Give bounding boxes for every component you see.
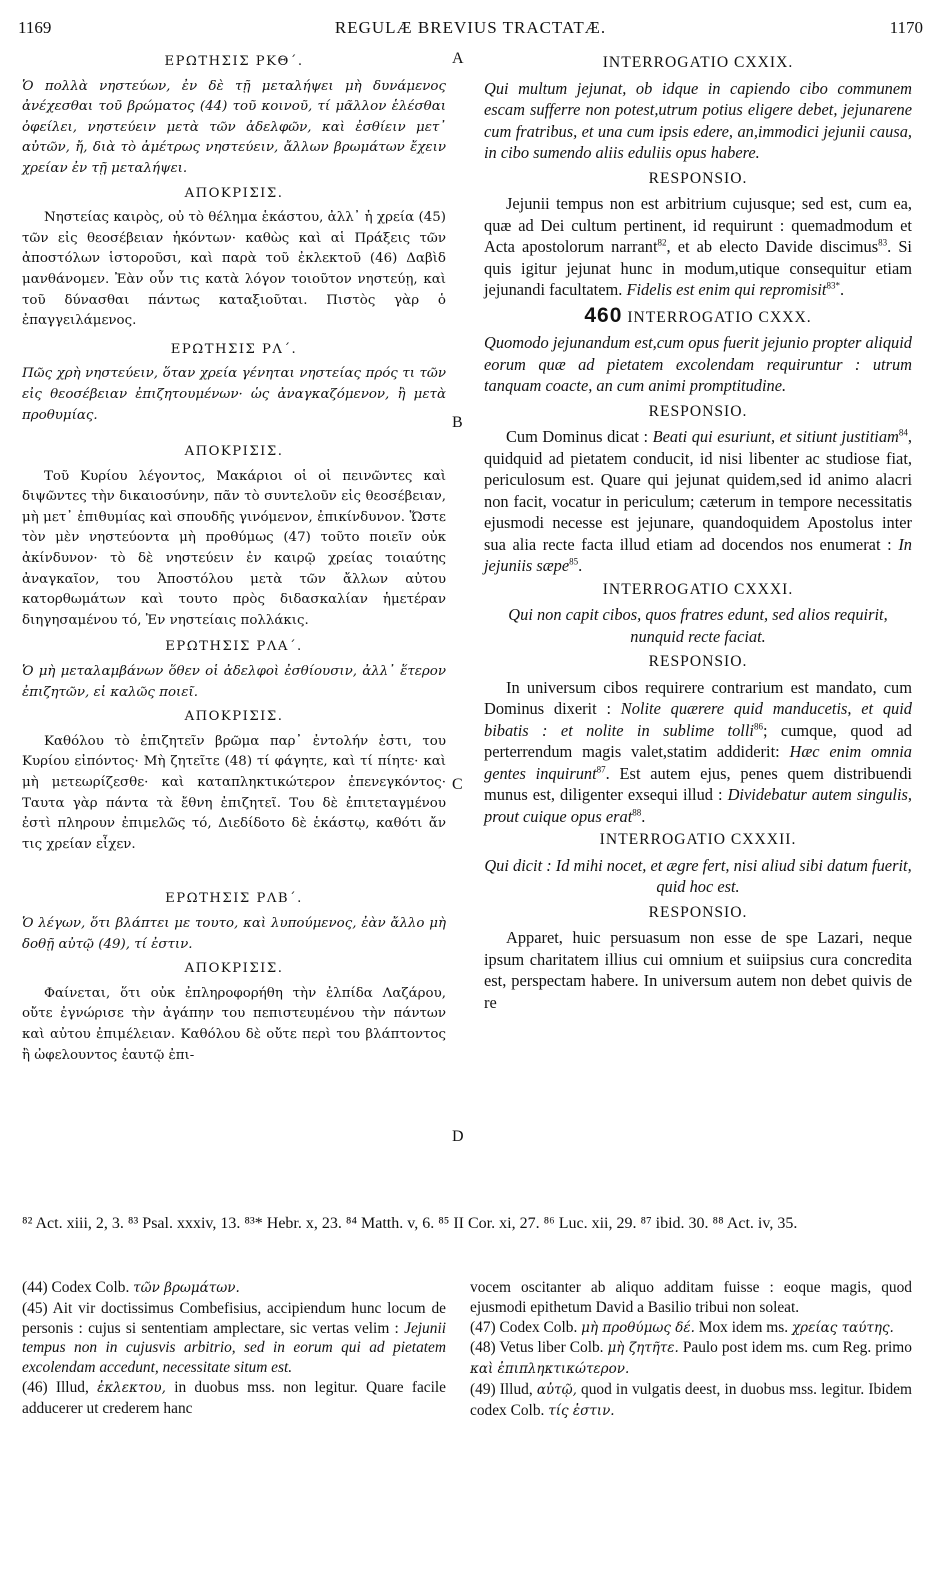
latin-answer-130-quote-1: Beati qui esuriunt, et sitiunt justitiam (652, 427, 899, 446)
note-46-text-b: in duobus mss. non legitur. Quare facile adducerer ut crederem hanc (22, 1378, 446, 1417)
greek-answer-heading-130: ΑΠΟΚΡΙΣΙΣ. (184, 444, 284, 460)
greek-answer-heading-129: ΑΠΟΚΡΙΣΙΣ. (184, 185, 284, 201)
note-44-text: (44) Codex Colb. (22, 1279, 130, 1296)
footnote-ref-84: 84 (898, 427, 908, 438)
note-49 (470, 1380, 912, 1422)
latin-answer-heading-129: RESPONSIO. (648, 169, 748, 187)
editor-notes-left (22, 1278, 446, 1419)
latin-answer-129: Jejunii tempus non est arbitrium cujusque; sed est, cum ea, quæ ad Dei cultum pertinent, id requirunt : quemadmodum et Acta apostolorum narrant$^{82}$, et ab electo Davide discimus$^{83}$. Si quis igitur jejunat hunc in modum,utique consequitur etiam jejunandi facultatem. Fidelis est enim qui repromisit$^{83*}$. (484, 194, 912, 299)
latin-answer-131-text-b: ; cumque, quod ad perterrendum magis valet,statim addiderit: (484, 720, 912, 761)
footnote-ref-86: 86 (753, 721, 763, 732)
note-48-text-b: Paulo post idem ms. cum Reg. primo (682, 1339, 912, 1357)
page-number-right: 1170 (889, 18, 923, 37)
latin-question-heading-131: INTERROGATIO CXXXI. (602, 580, 794, 598)
latin-answer-heading-132: RESPONSIO. (648, 903, 748, 921)
running-title: REGULÆ BREVIUS TRACTATÆ. (334, 18, 607, 37)
greek-question-heading-129: ΕΡΩΤΗΣΙΣ ΡΚΘ΄. (164, 54, 304, 69)
greek-answer-132: Φαίνεται, ὅτι οὐκ ἐπληροφορήθη τὴν ἐλπίδα Λαζάρου, οὔτε ἐγνώρισε τὴν ἀγάπην του πεπιστευμένου τὴν πάντων καὶ αὐτου ἐπιμέλειαν. Καθόλου δὲ οὔτε περὶ του βλάπτοντος ἢ ὠφελουντος ἑαυτῷ ἐπι- (22, 985, 446, 1063)
latin-answer-131-text-a: In universum cibos requirere contrarium est mandato, cum Dominus dixerit : (484, 677, 912, 718)
note-44 (22, 1278, 446, 1299)
latin-answer-heading-130: RESPONSIO. (648, 402, 748, 420)
greek-answer-131: Καθόλου τὸ ἐπιζητεῖν βρῶμα παρ᾽ ἐντολήν ἐστι, του Κυρίου εἰπόντος· Μὴ ζητεῖτε (48) τί φάγητε, καὶ τί πίητε· καὶ μὴ μετεωρίζεσθε· καὶ καταπληκτικώτερον ἐπενεγκόντος· Ταυτα γὰρ πάντα τὰ ἔθνη ἐπιζητεῖ. Του δὲ ἐπιτεταγμένου ἐστὶ πληρουν ἐπιμελῶς τό, Διεδίδοτο δὲ ἑκάστῳ, καθότι ἄν τις χρείαν εἶχεν. (22, 733, 446, 852)
column-number-460: 460 (584, 303, 623, 327)
latin-answer-130-text-b: , quidquid ad pietatem conducit, id nisi libenter ac studiose fiat, periculosum est. Quare qui jejunat quidem,sed id animo alacri non facit, vocatur in periculum; cæterum in tempore necessitatis ejusmodi necesse est jejunare, quandoquidem Apostolus inter sua alia recte facta illud etiam ad docendos nos enumerat : (484, 427, 912, 554)
latin-question-heading-130-label: INTERROGATIO CXXX. (627, 308, 812, 326)
footnote-ref-83-star: 83* (826, 280, 840, 291)
note-47-greek: μὴ προθύμως δέ. (581, 1319, 695, 1336)
note-49-text-a: (49) Illud, (470, 1380, 533, 1398)
greek-question-129: Ὁ πολλὰ νηστεύων, ἐν δὲ τῇ μεταλήψει μὴ δυνάμενος ἀνέχεσθαι τοῦ βρώματος (44) τοῦ κοινοῦ, τί μᾶλλον ἑλέσθαι ὀφείλει, νηστεύειν μετὰ τῶν ἀδελφῶν, καὶ ἐσθίειν μετ᾽ αὐτῶν, ἤ, διὰ τὸ ἀμέτρως νηστεύειν, ἄλλων βρωμάτων ἔχειν χρείαν ἐν τῇ μεταλήψει. (22, 78, 446, 176)
footnote-ref-88: 88 (632, 807, 642, 818)
latin-question-130: Quomodo jejunandum est,cum opus fuerit jejunio propter aliquid eorum quæ ad pietatem excolendam requiruntur : utrum tanquam coacte, an cum animi promptitudine. (484, 333, 912, 395)
margin-marker-c: C (452, 776, 463, 793)
latin-question-131: Qui non capit cibos, quos fratres edunt, sed alios requirit, nunquid recte faciat. (508, 605, 888, 646)
note-47-text-a: (47) Codex Colb. (470, 1318, 578, 1336)
margin-marker-d: D (452, 1128, 464, 1145)
latin-question-heading-132: INTERROGATIO CXXXII. (599, 831, 797, 848)
greek-question-heading-132: ΕΡΩΤΗΣΙΣ ΡΛΒ΄. (165, 891, 303, 907)
note-48-greek: μὴ ζητῆτε. (607, 1340, 679, 1357)
latin-answer-130-quote-2: In jejuniis sæpe (484, 534, 912, 575)
latin-answer-heading-131: RESPONSIO. (648, 653, 748, 670)
greek-question-130: Πῶς χρὴ νηστεύειν, ὅταν χρεία γένηται νηστείας πρός τι τῶν εἰς θεοσέβειαν ἐπιζητουμένων· ὡς ἀναγκαζόμενον, ἢ μετὰ προθυμίας. (22, 366, 446, 423)
latin-question-heading-130 (484, 305, 912, 329)
latin-answer-131-text-c: . Est autem ejus, penes quem distribuendi munus est, diligenter exsequi illud : (484, 763, 912, 804)
page-number-left: 1169 (18, 18, 52, 37)
note-47-greek-2: χρείας ταύτης. (791, 1319, 894, 1336)
latin-question-heading-129: INTERROGATIO CXXIX. (602, 54, 794, 71)
greek-column (22, 50, 446, 1066)
footnote-ref-85: 85 (569, 556, 579, 567)
latin-answer-130: Cum Dominus dicat : Beati qui esuriunt, et sitiunt justitiam$^{84}$, quidquid ad pietatem conducit, id nisi libenter ac studiose fiat, periculosum est. Quare qui jejunat quidem,sed id animo alacri non facit, vocatur in periculum; cæterum in tempore necessitatis ejusmodi necesse est jejunare, quandoquidem Apostolus inter sua alia recte facta illud etiam ad docendos nos enumerat : In jejuniis sæpe$^{85}$. (484, 427, 912, 575)
note-47 (470, 1318, 912, 1339)
note-49-greek-2: τίς ἐστιν. (548, 1402, 615, 1419)
note-45 (22, 1299, 446, 1378)
note-46 (22, 1378, 446, 1419)
latin-question-132: Qui dicit : Id mihi nocet, et ægre fert, nisi aliud sibi datum fuerit, quid hoc est. (484, 855, 912, 896)
scripture-references: ⁸² Act. xiii, 2, 3. ⁸³ Psal. xxxiv, 13. ⁸³* Hebr. x, 23. ⁸⁴ Matth. v, 6. ⁸⁵ II Cor. xi, 27. ⁸⁶ Luc. xii, 29. ⁸⁷ ibid. 30. ⁸⁸ Act. iv, 35. (22, 1215, 798, 1232)
note-45-translation: Jejunii tempus non in cujusvis arbitrio, sed in eorum qui ad pietatem excolendam accedunt, necessitate situm est. (22, 1319, 446, 1377)
greek-question-132: Ὁ λέγων, ὅτι βλάπτει με τουτο, καὶ λυπούμενος, ἐὰν ἄλλο μὴ δοθῇ αὐτῷ (49), τί ἐστιν. (22, 915, 446, 952)
page-header (18, 18, 923, 44)
footnote-ref-82: 82 (657, 237, 667, 248)
note-47-text-b: Mox idem ms. (698, 1318, 789, 1336)
latin-answer-131-quote-1: Nolite quærere quid manducetis, et quid bibatis : et nolite in sublime tolli (484, 699, 912, 740)
note-46-greek: ἐκλεκτου, (97, 1379, 166, 1396)
latin-answer-129-text-a: Jejunii tempus non est arbitrium cujusque; sed est, cum ea, quæ ad Dei cultum pertinent, id requirunt : quemadmodum et Acta apostolorum narrant (484, 194, 912, 256)
latin-answer-131-quote-2: Hæc enim omnia gentes inquirunt (484, 742, 912, 783)
latin-answer-129-text-b: , et ab electo Davide discimus (666, 237, 879, 256)
editor-notes-right (470, 1278, 912, 1422)
note-46-text-a: (46) Illud, (22, 1378, 89, 1396)
note-45-text: (45) Ait vir doctissimus Combefisius, accipiendum hunc locum de personis : cujus si sententiam amplectare, sic vertas velim : (22, 1299, 446, 1337)
greek-answer-129: Νηστείας καιρὸς, οὐ τὸ θέλημα ἑκάστου, ἀλλ᾽ ἡ χρεία (45) τῶν εἰς θεοσέβειαν ἡκόντων· καθὼς καὶ αἱ Πράξεις τῶν ἀποστόλων ἱστοροῦσι, καὶ παρὰ τοῦ ἐκλεκτοῦ (46) Δαβὶδ μανθάνομεν. Ἐὰν οὖν τις κατὰ λόγον τοιοῦτον νηστεύῃ, καὶ τοῦ δύνασθαι πάντως καταξιοῦται. Πιστὸς γὰρ ὁ ἐπαγγειλάμενος. (22, 210, 446, 329)
latin-answer-129-quote: Fidelis est enim qui repromisit (626, 280, 827, 299)
latin-question-129: Qui multum jejunat, ob idque in capiendo cibo communem escam sufferre non potest,utrum potius eligere debet, jejunarene cum fratribus, et una cum ipsis edere, an,immodici jejunii causa, in cibo sumendo aliis eduliis opus habere. (484, 78, 912, 162)
latin-answer-131-quote-3: Dividebatur autem singulis, prout cuique opus erat (484, 785, 912, 826)
greek-question-heading-131: ΕΡΩΤΗΣΙΣ ΡΛΑ΄. (165, 639, 303, 655)
note-48-text-a: (48) Vetus liber Colb. (470, 1339, 604, 1357)
latin-answer-132: Apparet, huic persuasum non esse de spe Lazari, neque ipsum charitatem illius cui omnium et suiipsius cura concredita est, perspectam habere. In universum autem non debet quivis de re (484, 928, 912, 1012)
latin-answer-130-text-a: Cum Dominus dicat : (506, 427, 649, 446)
greek-answer-heading-132: ΑΠΟΚΡΙΣΙΣ. (184, 961, 284, 977)
greek-answer-130: Τοῦ Κυρίου λέγοντος, Μακάριοι οἱ οἱ πεινῶντες καὶ διψῶντες τὴν δικαιοσύνην, πᾶν τὸ συντελοῦν εἰς θεοσέβειαν, μὴ μετ᾽ ἐπιθυμίας καὶ σπουδῆς γινόμενον, ἐπικίνδυνον. Ὥστε τὸν μὲν νηστεύοντα μὴ προθύμως (47) τοῦτο ποιεῖν οὐκ ἀκίνδυνον· τὸ δὲ νηστεύειν ἐν καιρῷ χρείας τοιαύτης ἀναγκαῖον, του Ἀποστόλου μετὰ τῶν ἄλλων αὐτου κατορθωμάτων καὶ τουτο πρὸς διδασκαλίαν ἡμετέραν διηγησαμένου τό, Ἐν νηστείαις πολλάκις. (22, 468, 446, 628)
footnote-ref-87: 87 (596, 764, 606, 775)
note-49-text-b: quod in vulgatis deest, in duobus mss. legitur. Ibidem codex Colb. (470, 1380, 912, 1419)
note-49-greek: αὐτῷ, (536, 1381, 577, 1398)
note-44-greek: τῶν βρωμάτων. (133, 1280, 240, 1296)
greek-question-heading-130: ΕΡΩΤΗΣΙΣ ΡΛ΄. (170, 341, 298, 357)
margin-marker-a: A (452, 50, 464, 67)
margin-marker-b: B (452, 414, 463, 431)
greek-question-131: Ὁ μὴ μεταλαμβάνων ὅθεν οἱ ἀδελφοὶ ἐσθίουσιν, ἀλλ᾽ ἕτερον ἐπιζητῶν, εἰ καλῶς ποιεῖ. (22, 664, 446, 700)
note-48 (470, 1338, 912, 1380)
greek-answer-heading-131: ΑΠΟΚΡΙΣΙΣ. (184, 709, 284, 725)
note-48-greek-2: καὶ ἐπιπληκτικώτερον. (470, 1361, 630, 1378)
latin-column (484, 50, 912, 1013)
note-46-continued: vocem oscitanter ab aliquo additam fuisse : eoque magis, quod ejusmodi epithetum David a Basilio tribui non soleat. (470, 1279, 912, 1316)
latin-answer-131: In universum cibos requirere contrarium est mandato, cum Dominus dixerit : Nolite quærere quid manducetis, et quid bibatis : et nolite in sublime tolli$^{86}$; cumque, quod ad perterrendum magis valet,statim addiderit: Hæc enim omnia gentes inquirunt$^{87}$. Est autem ejus, penes quem distribuendi munus est, diligenter exsequi illud : Dividebatur autem singulis, prout cuique opus erat$^{88}$. (484, 677, 912, 826)
latin-answer-129-text-c: . Si quis igitur jejunat hunc in modum,utique consequitur etiam jejunandi facultatem. (484, 237, 912, 299)
footnote-ref-83: 83 (878, 237, 888, 248)
